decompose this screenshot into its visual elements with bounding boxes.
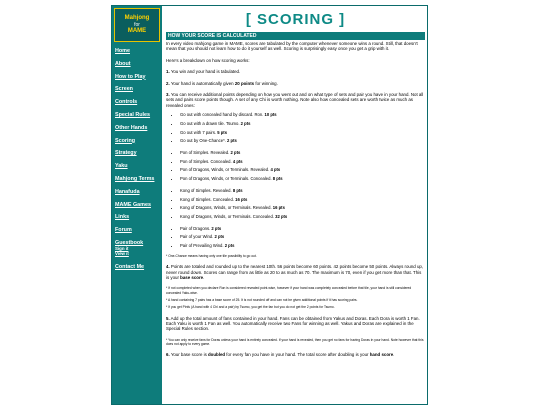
step-1-text: You win and your hand is tabulated. (170, 69, 241, 75)
step-4 (166, 264, 425, 280)
step-2-post: for winning. (254, 80, 278, 86)
item-text: Kong of Simples. Concealed. (180, 196, 236, 202)
step-2 (166, 81, 425, 86)
step-4-post: . (203, 274, 205, 280)
item-text: Go out with a drawn tile. Tsumo. (180, 120, 241, 126)
list-pairs (166, 225, 425, 251)
nav-forum[interactable]: Forum (115, 227, 132, 234)
nav-how-to-play[interactable]: How to Play (115, 73, 146, 80)
note-one-chance: * One-Chance means having only one tile possibility to go out. (166, 253, 257, 258)
step-2-bold: 20 points (234, 80, 255, 86)
nav-about[interactable]: About (115, 60, 131, 67)
item-points: 8 pts (272, 176, 283, 182)
breakdown-text: Here's a breakdown on how scoring works: (166, 57, 250, 63)
step-4-pre: Points are totaled and rounded up to the nearest 10th. 56 points become 60 points. 42 points become 50 points. Always round up, never round down. Scores can range from as little as 20 to as much as 70. The maximum is 70, even if you get more than that. This is your (166, 264, 424, 280)
nav-links[interactable]: Links (115, 214, 130, 221)
item-points: 2 pts (211, 225, 222, 231)
item-text: Go out with 7 pairs. (180, 129, 218, 135)
main-content (163, 6, 427, 404)
step-2-num: 2. (166, 80, 170, 86)
step-6-mid: for every fan you have in your hand. The total score after doubling is your (225, 352, 370, 358)
item-points: 16 pts (272, 205, 285, 211)
item-points: 2 pts (227, 138, 237, 144)
list-item (180, 196, 425, 205)
item-points: 10 pts (264, 112, 277, 118)
nav-mame-games[interactable]: MAME Games (115, 201, 151, 208)
item-text: Pair of your Wind. (180, 234, 215, 240)
list-item (180, 242, 425, 251)
step-6 (166, 352, 425, 357)
nav-hanafuda[interactable]: Hanafuda (115, 188, 140, 195)
step-6-bold-1: doubled (208, 352, 226, 358)
logo-text-3: MAME (127, 28, 147, 34)
step-6-num: 6. (166, 352, 170, 358)
nav-mahjong-terms[interactable]: Mahjong Terms (115, 175, 155, 182)
logo-text-2: for (134, 22, 140, 28)
nav-strategy[interactable]: Strategy (115, 150, 137, 157)
step-5-num: 5. (166, 315, 170, 321)
item-text: Pair of Prevailing Wind. (180, 243, 225, 249)
nav-controls[interactable]: Controls (115, 99, 138, 106)
step-3-text: You can receive additional points depending on how you went out and on what type of sets and pair you have in your hand. Not all sets and pairs score points though. A set of any Chi is worth nothing. Note also how concealed sets are worth twice as much as revealed ones: (166, 92, 424, 108)
step-2-pre: Your hand is automatically given (170, 80, 235, 86)
item-text: Pon of Simples. Revealed. (180, 150, 231, 156)
step-3-num: 3. (166, 92, 170, 98)
item-points: 4 pts (270, 167, 281, 173)
item-points: 5 pts (217, 129, 228, 135)
item-points: 2 pts (224, 243, 235, 249)
list-item (180, 225, 425, 234)
nav-guestbook[interactable]: Guestbook (115, 239, 144, 246)
list-item (180, 149, 425, 158)
note-4c: * If you get Pinfu (A hand with 4 Chi and a pair) by Tsumo, you get the fan but you do not get the 2 points for Tsumo. (166, 305, 335, 310)
nav-contact-me[interactable]: Contact Me (115, 263, 145, 270)
item-text: Kong of Simples. Revealed. (180, 187, 233, 193)
page-title: [ SCORING ] (245, 10, 346, 28)
step-6-pre: Your base score is (170, 352, 208, 358)
list-item (180, 187, 425, 196)
list-item (180, 137, 425, 146)
step-6-bold-2: hand score (369, 352, 394, 358)
step-1-num: 1. (166, 69, 170, 75)
item-points: 16 pts (235, 196, 248, 202)
list-item (180, 213, 425, 222)
step-4-num: 4. (166, 264, 170, 270)
nav-guestbook-sign[interactable]: Sign it (115, 245, 129, 251)
step-3 (166, 92, 425, 108)
list-item (180, 158, 425, 167)
nav-guestbook-view[interactable]: View it (115, 251, 129, 257)
item-text: Kong of Dragons, Winds, or Terminals. Concealed. (180, 213, 276, 219)
item-points: 8 pts (232, 187, 243, 193)
list-item (180, 175, 425, 184)
list-item (180, 120, 425, 129)
item-text: Go out by One-Chance*. (180, 138, 228, 144)
item-text: Go out with concealed hand by discard. Ron. (180, 112, 265, 118)
item-points: 2 pts (214, 234, 225, 240)
item-points: 2 pts (240, 120, 251, 126)
item-text: Kong of Dragons, Winds, or Terminals. Revealed. (180, 205, 273, 211)
list-item (180, 233, 425, 242)
page-frame (111, 5, 428, 405)
list-item (180, 129, 425, 138)
item-text: Pon of Dragons, Winds, or Terminals. Concealed. (180, 176, 273, 182)
note-4a: * If not completed when you declare Ron is considered revealed point-wise, however if your hand was completely concealed before that tile, your hand is still considered concealed Yaku-wise. (166, 286, 412, 295)
step-1 (166, 69, 425, 74)
item-text: Pair of Dragons. (180, 225, 212, 231)
list-kong (166, 187, 425, 222)
step-5-text: Add up the total amount of fans contained in your hand. Fans can be obtained from Yakus and Doras. Each Dora is worth 1 Fan. Each Yaku is worth 1 Fan as well. You automatically receive two Fans for winning as well. Yakus and Doras are explained in the Special Rules section. (166, 315, 420, 332)
nav-yaku[interactable]: Yaku (115, 163, 128, 170)
nav-special-rules[interactable]: Special Rules (115, 111, 151, 118)
list-item (180, 204, 425, 213)
site-logo[interactable] (114, 8, 160, 42)
nav-home[interactable]: Home (115, 48, 130, 54)
nav-other-hands[interactable]: Other Hands (115, 124, 148, 131)
note-5: * You can only receive fans for Doras unless your hand is entirely concealed. If your hand is revealed, then you get no fans for having Doras in your hand. Note however that this does not apply to every game. (166, 337, 424, 347)
nav-scoring[interactable]: Scoring (115, 137, 136, 144)
step-5 (166, 316, 425, 332)
nav-screen[interactable]: Screen (115, 86, 133, 93)
item-points: 4 pts (232, 158, 243, 164)
item-text: Pon of Dragons, Winds, or Terminals. Revealed. (180, 167, 271, 173)
intro-text: In every video mahjong game in MAME, scores are tabulated by the computer whenever someone wins a round. Still, that doesn't mean that you should not learn how to do it yourself as well. Scoring is surprisingly easy once you get a grip with it. (166, 41, 418, 52)
list-pon (166, 149, 425, 184)
item-points: 2 pts (230, 150, 241, 156)
list-item (180, 111, 425, 120)
section-header: HOW YOUR SCORE IS CALCULATED (166, 32, 425, 40)
list-item (180, 166, 425, 175)
logo-text-1: Mahjong (124, 15, 150, 21)
item-text: Pon of Simples. Concealed. (180, 158, 233, 164)
step-4-bold: base score (180, 274, 204, 280)
note-4b: * A hand containing 7 pairs has a base score of 25. It is not rounded off and can not be given additional points if it has scoring pairs. (166, 297, 358, 302)
item-points: 32 pts (275, 213, 288, 219)
title-bar (166, 6, 425, 32)
list-going-out (166, 111, 425, 146)
step-6-post: . (393, 352, 395, 358)
sidebar (112, 6, 162, 404)
